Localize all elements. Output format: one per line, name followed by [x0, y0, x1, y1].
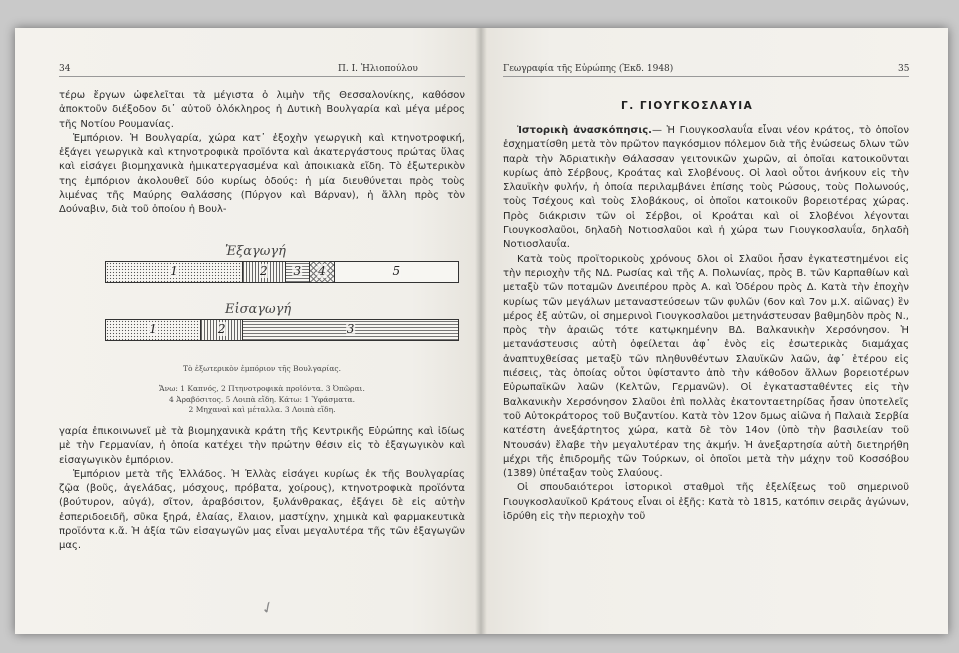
left-page — [15, 28, 481, 634]
import-bar — [105, 319, 459, 341]
left-paragraph-2: Ἐμπόριον. Ἡ Βουλγαρία, χώρα κατ᾿ ἐξοχὴν γεωργικὴ καὶ κτηνοτροφική, ἐξάγει γεωργικὰ καὶ κτηνοτροφικὰ προϊόντα καὶ ἀκατεργάστους πρώτας ὕλας καὶ εἰσάγει βιομηχανικὰ ἡμικατεργασμένα καὶ ἀποικιακὰ εἴδη. Τὸ ἐξωτερικὸν της ἐμπόριον ἀκολουθεῖ δύο κυρίως ὁδούς: ἡ μία διευθύνεται πρὸς τοὺς λιμένας τῆς Μαύρης Θαλάσσης (Πύργον καὶ Βάρναν), ἡ ἄλλη πρὸς τὸν Δούναβιν, διὰ τοῦ ὁποίου ἡ Βουλ- — [59, 132, 465, 216]
import-title: Εἰσαγωγή — [225, 302, 292, 317]
export-bar — [105, 261, 459, 283]
import-segment-label: 2 — [217, 322, 226, 336]
import-segment-3 — [243, 320, 458, 340]
export-segment-2 — [243, 262, 285, 282]
export-segment-label: 2 — [260, 264, 268, 278]
right-text — [503, 124, 909, 524]
book-spread — [15, 28, 948, 634]
export-title: Ἐξαγωγή — [225, 244, 286, 259]
book-gutter — [475, 28, 487, 634]
section-lead: Ἱστορικὴ ἀνασκόπησις. — [517, 125, 652, 136]
section-title: Γ. ΓΙΟΥΓΚΟΣΛΑΥΙΑ — [621, 100, 754, 112]
import-segment-1 — [106, 320, 201, 340]
right-header-rule — [503, 76, 909, 77]
export-segment-1 — [106, 262, 243, 282]
figure-legend — [59, 384, 465, 416]
left-paragraph-1: τέρω ἔργων ὠφελεῖται τὰ μέγιστα ὁ λιμὴν τῆς Θεσσαλονίκης, καθόσον ἀποκτοῦν διέξοδον δι᾿ αὐτοῦ ὁλόκληρος ἡ Δυτικὴ Βουλγαρία καὶ μέγα μέρος τῆς Νοτίου Ρουμανίας. — [59, 90, 465, 130]
left-paragraph-4: Ἐμπόριον μετὰ τῆς Ἑλλάδος. Ἡ Ἑλλὰς εἰσάγει κυρίως ἐκ τῆς Βουλγαρίας ζῷα (βοῦς, ἀγελάδας, μόσχους, πρόβατα, χοίρους), κτηνοτροφικὰ προϊόντα (βούτυρον, αὐγά), σῖτον, ἀραβόσιτον, ξυλάνθρακας, ἐξάγει δὲ εἰς αὐτὴν ἐσπεριδοειδῆ, σῦκα ξηρά, ἐλαίας, ἔλαιον, μαστίχην, χημικὰ καὶ φαρμακευτικὰ προϊόντα κ.ἄ. Ἡ ἀξία τῶν εἰσαγωγῶν μας εἶναι μεγαλυτέρα τῆς τῶν ἐξαγωγῶν μας. — [59, 468, 465, 552]
export-segment-label: 4 — [318, 264, 326, 278]
legend-line: Ἄνω: 1 Καπνός, 2 Πτηνοτροφικὰ προϊόντα. 3 Ὀπῶραι. — [159, 384, 365, 393]
export-segment-3 — [286, 262, 311, 282]
import-segment-label: 1 — [149, 322, 157, 336]
import-segment-label: 3 — [346, 322, 355, 336]
left-running-head: Π. Ι. Ἠλιοπούλου — [338, 64, 418, 74]
left-text-top — [59, 89, 465, 218]
right-paragraph-2: Κατὰ τοὺς προϊτορικοὺς χρόνους δλοι οἱ Σλαῦοι ἦσαν ἐγκατεστημένοι εἰς τὴν περιοχὴν τῆς ΝΔ. Ρωσίας καὶ τῆς Α. Πολωνίας, πρὸς Β. τῶν Καρπαθίων καὶ μεταξὺ τῶν ποταμῶν Δνειπέρου πρὸς Α. καὶ Ὀδέρου πρὸς Δ. Κατὰ τὴν ἐποχὴν κυρίως τῶν μεγάλων μεταναστεύσεων τῶν φυλῶν (6ον καὶ 7ον μ.Χ. αἰῶνας) ἓν μέρος ἐξ αὐτῶν, οἱ σημερινοὶ Γιουγκοσλαῦοι μετηνάστευσαν βαθμηδὸν πρὸς Ν., πρὸς τὴν ἀραιῶς τότε κατῳκημένην ΒΔ. Βαλκανικὴν Χερσόνησον. Ἡ μετανάστευσις αὐτὴ ὀφείλεται ἀφ᾿ ἑνὸς εἰς ἐσωτερικὰς διαμάχας ἀναπτυχθείσας μεταξὺ τῶν πληθυνθέντων Σλαυϊκῶν λαῶν, ἀφ᾿ ἑτέρου εἰς πιέσεις, τὰς ὁποίας οὗτοι ὑφίσταντο ἀπὸ τὴν κάθοδον ἄλλων βορειοτέρων Εὐρωπαϊκῶν λαῶν (Κελτῶν, Γερμανῶν). Οἱ ἐγκατασταθέντες εἰς τὴν Βαλκανικὴν Χερσόνησον Σλαῦοι ἐπὶ πολλὰς ἑκατονταετηρίδας ἦσαν ὑποτελεῖς τοῦ Αὐτοκράτορος τοῦ Βυζαντίου. Κατὰ τὸν 12ον δμως αἰῶνα ἡ Παλαιὰ Σερβία κατέστη ἀνεξάρτητος χώρα, κατὰ δὲ τὸν 14ον (ὑπὸ τὴν βασιλείαν τοῦ Ντουσάν) ἔλαβε τὴν μεγαλυτέραν της ἀκμήν. Ἡ ἀνεξαρτησία αὐτὴ διετηρήθη μέχρι τῆς ἐπιδρομῆς τῶν Τούρκων, οἱ ὁποῖοι μετὰ τὴν μάχην τοῦ Κοσσόβου (1389) ὑπέταξαν τοὺς Σλαύους. — [503, 253, 909, 480]
right-paragraph-1 — [503, 124, 909, 253]
right-paragraph-1-body: — Ἡ Γιουγκοσλαυΐα εἶναι νέον κράτος, τὸ ὁποῖον ἐσχηματίσθη μετὰ τὸν πρῶτον παγκόσμιον πόλεμον διὰ τῆς ἑνώσεως δλων τῶν παρὰ τὴν Ἀδριατικὴν Θάλασσαν γειτονικῶν χωρῶν, αἱ ὁποῖαι κατοικοῦνται κυρίως ἀπὸ Σέρβους, Κροάτας καὶ Σλοβένους. Οἱ λαοὶ οὗτοι ἀνήκουν εἰς τὴν Σλαυϊκὴν φυλήν, ἡ ὁποία περιλαμβάνει ἐπίσης τοὺς Ρώσους, τοὺς Πολωνούς, τοὺς Τσέχους καὶ τοὺς Σλοβάκους, οἱ ὁποῖοι κατοικοῦν βορειοτέρας χώρας. Πρὸς διάκρισιν τῶν οἱ Σέρβοι, οἱ Κροάται καὶ οἱ Σλοβένοι λέγονται Γιουγκοσλαῦοι, δηλαδὴ Νοτιοσλαῦοι καὶ ἡ χώρα των Γιουγκοσλαυΐα, δηλαδὴ Νοτιοσλαυΐα. — [503, 125, 909, 251]
pencil-mark-icon: ✓ — [257, 596, 278, 619]
right-page-number: 35 — [898, 64, 910, 74]
export-segment-label: 1 — [170, 264, 178, 278]
right-running-head: Γεωγραφία τῆς Εὐρώπης (Ἐκδ. 1948) — [503, 64, 674, 74]
export-segment-label: 3 — [293, 264, 302, 278]
left-header-rule — [59, 76, 465, 77]
legend-line: 4 Ἀραβόσιτος. 5 Λοιπὰ εἴδη. Κάτω: 1 Ὑφάσματα. — [169, 394, 355, 404]
export-segment-label: 5 — [392, 264, 401, 278]
legend-line: 2 Μηχαναὶ καὶ μέταλλα. 3 Λοιπὰ εἴδη. — [188, 405, 336, 414]
left-text-bottom — [59, 425, 465, 554]
left-page-number: 34 — [59, 64, 71, 74]
left-paragraph-3: γαρία ἐπικοινωνεῖ μὲ τὰ βιομηχανικὰ κράτη τῆς Κεντρικῆς Εὐρώπης καὶ ἰδίως μὲ τὴν Γερμανίαν, ἡ ὁποία κατέχει τὴν πρώτην θέσιν εἰς τὸ ἐξαγωγικὸν καὶ εἰσαγωγικὸν ἐμπόριον. — [59, 426, 465, 466]
export-segment-4 — [310, 262, 335, 282]
import-segment-2 — [201, 320, 243, 340]
right-paragraph-3: Οἱ σπουδαιότεροι ἱστορικοὶ σταθμοὶ τῆς ἐξελίξεως τοῦ σημερινοῦ Γιουγκοσλαυϊκοῦ Κράτους εἶναι οἱ ἑξῆς: Κατὰ τὸ 1815, κατόπιν σειρᾶς ἀγώνων, ἱδρύθη εἰς τὴν περιοχὴν τοῦ — [503, 482, 909, 523]
figure-caption: Τὸ ἐξωτερικὸν ἐμπόριον τῆς Βουλγαρίας. — [183, 364, 341, 373]
export-segment-5 — [335, 262, 458, 282]
right-page — [481, 28, 948, 634]
